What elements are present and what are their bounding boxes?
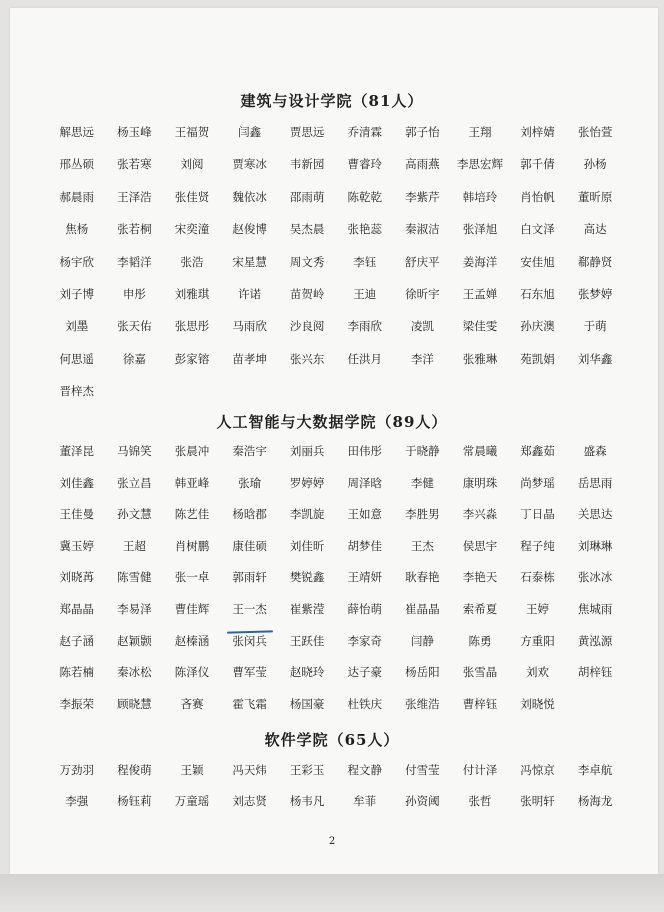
- student-name: 胡梓钰: [577, 665, 613, 680]
- student-name: 董昕原: [577, 189, 613, 204]
- student-name: 陈勇: [468, 633, 492, 648]
- student-name: 王跃佳: [289, 633, 325, 648]
- student-name: 杜铁庆: [347, 696, 383, 711]
- student-name: 陈若楠: [59, 665, 95, 680]
- student-name: 霍飞霜: [232, 696, 267, 711]
- student-name: 张浩: [180, 254, 204, 269]
- student-name: 韩培玲: [462, 189, 498, 204]
- student-name: 孙资阈: [405, 794, 440, 808]
- student-name: 达子豪: [347, 665, 383, 680]
- name-list-software: [48, 760, 624, 822]
- student-name: 顾晓慧: [117, 696, 152, 711]
- student-name: 凌凯: [410, 319, 434, 334]
- section-title-ai: 人工智能与大数据学院（89人）: [216, 413, 448, 431]
- student-name: 杨国豪: [289, 696, 325, 711]
- student-name: 岳思雨: [577, 475, 613, 490]
- student-name: 郑鑫茹: [520, 444, 555, 458]
- student-name: 张晨冲: [174, 444, 210, 458]
- student-name: 秦冰松: [117, 665, 152, 680]
- student-name: 刘欢: [526, 665, 550, 680]
- student-name: 张怡萱: [577, 125, 613, 139]
- student-name: 贾思远: [289, 125, 325, 139]
- student-name: 张雪晶: [462, 665, 498, 680]
- student-name: 程文静: [347, 763, 383, 777]
- student-name: 马锦笑: [117, 444, 152, 458]
- student-name: 罗婷婷: [289, 475, 325, 490]
- student-name: 刘志贤: [232, 794, 267, 808]
- student-name: 高达: [583, 222, 607, 237]
- student-name: 索希夏: [462, 601, 498, 616]
- student-name: 魏依冰: [232, 189, 267, 204]
- student-name: 赵俊博: [232, 222, 267, 237]
- student-name: 梁佳雯: [462, 319, 498, 334]
- student-name: 丁日晶: [520, 507, 555, 522]
- student-name: 刘佳昕: [289, 538, 325, 553]
- section-title-software: 软件学院（65人）: [264, 731, 400, 749]
- student-name: 王迪: [353, 286, 377, 301]
- student-name: 刘华鑫: [577, 351, 613, 366]
- name-list-architecture: [48, 122, 624, 414]
- student-name: 高雨燕: [405, 157, 440, 172]
- student-name: 张兴东: [289, 351, 325, 366]
- student-name: 刘梓婧: [520, 125, 555, 139]
- student-name: 李兴淼: [462, 507, 498, 522]
- student-name: 樊锐鑫: [289, 570, 325, 585]
- student-name: 闫鑫: [238, 125, 262, 139]
- student-name: 李胜男: [405, 507, 440, 522]
- student-name: 张天佑: [117, 319, 152, 334]
- student-name: 杨岳阳: [405, 665, 440, 680]
- student-name: 陈乾乾: [347, 189, 383, 204]
- student-name: 崔晶晶: [405, 601, 440, 616]
- student-name: 邢丛硕: [59, 157, 95, 172]
- student-name: 肖树鹏: [174, 538, 210, 553]
- student-name: 盛森: [583, 444, 607, 458]
- student-name: 焦城雨: [577, 601, 613, 616]
- student-name: 赵颖颢: [117, 633, 152, 648]
- name-list-ai: [48, 441, 624, 725]
- student-name: 张冰冰: [577, 570, 613, 585]
- student-name: 张雅琳: [462, 351, 498, 366]
- student-name: 张维浩: [405, 696, 440, 711]
- section-title-architecture: 建筑与设计学院（81人）: [240, 92, 424, 110]
- student-name: 解思远: [59, 125, 95, 139]
- student-name: 陈艺佳: [174, 507, 210, 522]
- student-name: 张艳蕊: [347, 222, 383, 237]
- student-name: 彭家镕: [174, 351, 210, 366]
- student-name: 赵晓玲: [289, 665, 325, 680]
- page-number: 2: [328, 836, 336, 847]
- student-name: 曹睿玲: [347, 157, 383, 172]
- student-name: 冯天炜: [232, 763, 267, 777]
- student-name: 李卓航: [577, 763, 613, 777]
- student-name: 徐昕宇: [405, 286, 440, 301]
- student-name: 郭子怡: [405, 125, 440, 139]
- student-name: 王靖妍: [347, 570, 383, 585]
- student-name: 付计泽: [462, 763, 498, 777]
- student-name: 赵榛涵: [174, 633, 210, 648]
- student-name: 杨海龙: [577, 794, 613, 808]
- student-name: 张思彤: [174, 319, 210, 334]
- student-name: 张若寒: [117, 157, 152, 172]
- student-name: 王颖: [180, 763, 204, 777]
- student-name: 李振荣: [59, 696, 95, 711]
- student-name: 刘丽兵: [289, 444, 325, 458]
- student-name: 刘琳琳: [577, 538, 613, 553]
- student-name: 王一杰: [221, 599, 279, 631]
- student-name: 康明珠: [462, 475, 498, 490]
- student-name: 张哲: [468, 794, 492, 808]
- student-name: 万童瑶: [174, 794, 210, 808]
- student-name: 黄泓源: [577, 633, 613, 648]
- student-name: 周文秀: [289, 254, 325, 269]
- student-name: 曹军莹: [232, 665, 267, 680]
- student-name: 张瑜: [238, 475, 262, 490]
- student-name: 焦杨: [65, 222, 89, 237]
- student-name: 薛怡萌: [347, 601, 383, 616]
- student-name: 张泽旭: [462, 222, 498, 237]
- student-name: 郗静贤: [577, 254, 613, 269]
- student-name: 李家奇: [347, 633, 383, 648]
- student-name: 韦新园: [289, 157, 325, 172]
- student-name: 万劲羽: [59, 763, 95, 777]
- student-name: 石泰栋: [520, 570, 555, 585]
- student-name: 乔清霖: [347, 125, 383, 139]
- student-name: 孙庆澳: [520, 319, 555, 334]
- student-name: 王孟婵: [462, 286, 498, 301]
- student-name: 苑凯娟: [520, 351, 555, 366]
- student-name: 晋梓杰: [59, 384, 95, 399]
- student-name: 尚梦瑶: [520, 475, 555, 490]
- student-name: 申彤: [122, 286, 146, 301]
- student-name: 张闵兵: [232, 633, 267, 648]
- student-name: 李健: [410, 475, 434, 490]
- student-name: 程俊萌: [117, 763, 152, 777]
- student-name: 何思遥: [59, 351, 95, 366]
- student-name: 杨宇欣: [59, 254, 95, 269]
- student-name: 张若桐: [117, 222, 152, 237]
- student-name: 王超: [122, 538, 146, 553]
- student-name: 杨玉峰: [117, 125, 152, 139]
- student-name: 许诺: [238, 286, 262, 301]
- student-name: 郝晨雨: [59, 189, 95, 204]
- student-name: 刘雅琪: [174, 286, 210, 301]
- student-name: 马雨欣: [232, 319, 267, 334]
- student-name: 李艳天: [462, 570, 498, 585]
- student-name: 杨晗郡: [232, 507, 267, 522]
- student-name: 石东旭: [520, 286, 555, 301]
- student-name: 张梦婷: [577, 286, 613, 301]
- student-name: 郭千倩: [520, 157, 555, 172]
- student-name: 李强: [65, 794, 89, 808]
- student-name: 李雨欣: [347, 319, 383, 334]
- student-name: 周泽晗: [347, 475, 383, 490]
- student-name: 杨韦凡: [289, 794, 325, 808]
- student-name: 苗贺岭: [289, 286, 325, 301]
- student-name: 刘佳鑫: [59, 475, 95, 490]
- student-name: 程子纯: [520, 538, 555, 553]
- student-name: 冀玉婷: [59, 538, 95, 553]
- student-name: 关思达: [577, 507, 613, 522]
- student-name: 李洋: [410, 351, 434, 366]
- student-name: 徐嘉: [122, 351, 146, 366]
- student-name: 李易泽: [117, 601, 152, 616]
- student-name: 白文泽: [520, 222, 555, 237]
- student-name: 张一卓: [174, 570, 210, 585]
- student-name: 曹梓钰: [462, 696, 498, 711]
- student-name: 崔紫滢: [289, 601, 325, 616]
- student-name: 方重阳: [520, 633, 555, 648]
- student-name: 王泽浩: [117, 189, 152, 204]
- student-name: 宋奕潼: [174, 222, 210, 237]
- student-name: 秦淑洁: [405, 222, 440, 237]
- student-name: 刘阅: [180, 157, 204, 172]
- student-name: 牟菲: [353, 794, 377, 808]
- student-name: 陈雪健: [117, 570, 152, 585]
- student-name: 侯思宇: [462, 538, 498, 553]
- student-name: 于晓静: [405, 444, 440, 458]
- student-name: 康佳硕: [232, 538, 267, 553]
- student-name: 胡梦佳: [347, 538, 383, 553]
- student-name: 张明轩: [520, 794, 555, 808]
- page-shadow: [0, 874, 664, 912]
- student-name: 赵子涵: [59, 633, 95, 648]
- student-name: 王如意: [347, 507, 383, 522]
- student-name: 贾寒冰: [232, 157, 267, 172]
- student-name: 王翔: [468, 125, 492, 139]
- student-name: 刘晓苒: [59, 570, 95, 585]
- student-name: 郭雨轩: [232, 570, 267, 585]
- student-name: 舒庆平: [405, 254, 440, 269]
- student-name: 王婷: [526, 601, 550, 616]
- student-name: 吴杰晨: [289, 222, 325, 237]
- student-name: 冯惊京: [520, 763, 555, 777]
- student-name: 李韬洋: [117, 254, 152, 269]
- student-name: 张佳贤: [174, 189, 210, 204]
- student-name: 田伟彤: [347, 444, 383, 458]
- student-name: 肖怡帆: [520, 189, 555, 204]
- student-name: 付雪莹: [405, 763, 440, 777]
- student-name: 董泽昆: [59, 444, 95, 458]
- student-name: 沙良阅: [289, 319, 325, 334]
- student-name: 常晨曦: [462, 444, 498, 458]
- student-name: 宋星慧: [232, 254, 267, 269]
- student-name: 李凯旋: [289, 507, 325, 522]
- student-name: 于萌: [583, 319, 607, 334]
- student-name: 陈泽仪: [174, 665, 210, 680]
- student-name: 秦浩宇: [232, 444, 267, 458]
- student-name: 王佳曼: [59, 507, 95, 522]
- student-name: 闫静: [410, 633, 434, 648]
- student-name: 刘墨: [65, 319, 89, 334]
- student-name: 孙文慧: [117, 507, 152, 522]
- student-name: 曹佳辉: [174, 601, 210, 616]
- student-name: 姜海洋: [462, 254, 498, 269]
- student-name: 安佳旭: [520, 254, 555, 269]
- student-name: 张立昌: [117, 475, 152, 490]
- student-name: 韩亚峰: [174, 475, 210, 490]
- student-name: 王彩玉: [289, 763, 325, 777]
- student-name: 刘子博: [59, 286, 95, 301]
- student-name: 吝赛: [180, 696, 204, 711]
- student-name: 邵雨萌: [289, 189, 325, 204]
- student-name: 孙杨: [583, 157, 607, 172]
- student-name: 李紫芹: [405, 189, 440, 204]
- student-name: 李钰: [353, 254, 377, 269]
- student-name: 王杰: [410, 538, 434, 553]
- student-name: 李思宏辉: [456, 157, 503, 172]
- student-name: 任洪月: [347, 351, 383, 366]
- student-name: 郑晶晶: [59, 601, 95, 616]
- student-name: 刘晓悦: [520, 696, 555, 711]
- student-name: 王福贺: [174, 125, 210, 139]
- student-name: 杨钰莉: [117, 794, 152, 808]
- student-name: 耿春艳: [405, 570, 440, 585]
- student-name: 苗孝坤: [232, 351, 267, 366]
